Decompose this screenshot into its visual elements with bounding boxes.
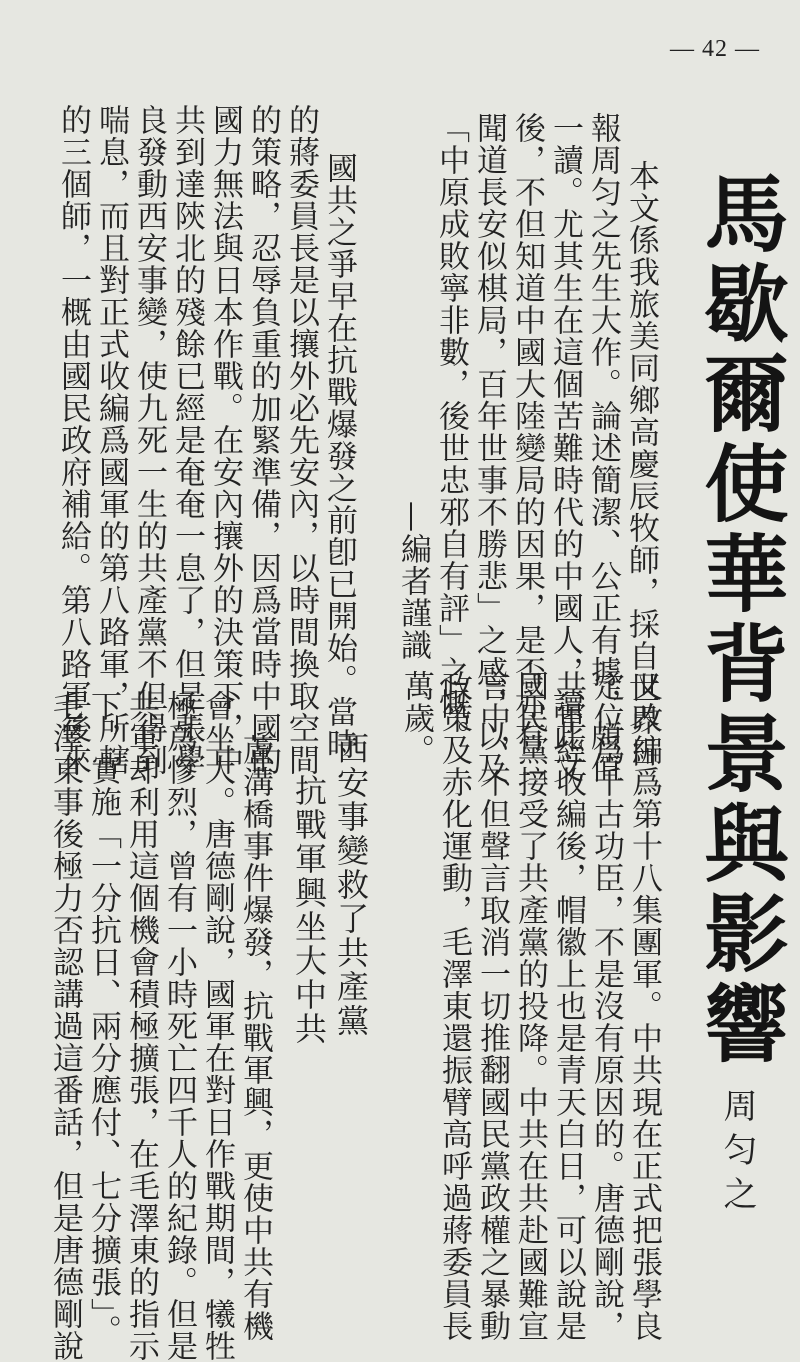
article-section-intro — [55, 104, 370, 776]
paragraph-line: 國民黨接受了共產黨的投降。中共在共赴國難宣 — [512, 670, 548, 1342]
paragraph-line: 的三個師，一概由國民政府補給。第八路軍後來 — [55, 104, 91, 776]
article-section-continued — [385, 668, 670, 1342]
paragraph-line: 國力無法與日本作戰。在安內攘外的決策下，中 — [207, 104, 243, 776]
subheading-line: 抗戰軍興坐大中共 — [290, 774, 328, 1046]
paragraph-line: 共到達陝北的殘餘已經是奄奄一息了，但是張學 — [169, 104, 205, 776]
paragraph-line: 良發動西安事變，使九死一生的共產黨不但得到 — [131, 104, 167, 776]
paragraph-line: 定位爲千古功臣，不是沒有原因的。唐德剛說， — [588, 670, 624, 1342]
editor-note-line: 報周匀之先生大作。論述簡潔、公正有據，頗值 — [585, 112, 621, 784]
paragraph-line: 極爲慘烈，曾有一小時死亡四千人的紀錄。但是 — [161, 690, 197, 1362]
paragraph-line: 下，實施「一分抗日、兩分應付、七分擴張」。 — [85, 690, 121, 1347]
editor-note-line: 一讀。尤其生在這個苦難時代的中國人，讀此文 — [547, 112, 583, 784]
paragraph-line: 政策及赤化運動，毛澤東還振臂高呼過蔣委員長 — [436, 670, 472, 1342]
editor-note-line: 本文係我旅美同鄉高慶辰牧師，採自世界日 — [623, 160, 659, 768]
paragraph-line: 言中，不但聲言取消一切推翻國民黨政權之暴動 — [474, 670, 510, 1342]
section-subheading — [285, 730, 375, 1060]
paragraph-line: 的蔣委員長是以攘外必先安內，以時間換取空間 — [283, 104, 319, 776]
paragraph-line: 蘆溝橋事件爆發，抗戰軍興，更使中共有機 — [237, 734, 273, 1342]
editor-note-line: 後，不但知道中國大陸變局的因果，是否亦有「 — [509, 112, 545, 784]
paragraph-line: 又改編爲第十八集團軍。中共現在正式把張學良 — [626, 670, 662, 1342]
page-number: — 42 — — [670, 36, 760, 62]
paragraph-line: 國共之爭早在抗戰爆發之前卽已開始。當時 — [321, 152, 357, 760]
paragraph-line: 的策略，忍辱負重的加緊準備，因爲當時中國的 — [245, 104, 281, 776]
subheading-line: 西安事變救了共產黨 — [332, 732, 370, 1038]
article-section-war — [47, 690, 280, 1362]
editor-note-signature: —編者謹識 — [395, 501, 431, 661]
paragraph-line: 會坐大。唐德剛說，國軍在對日作戰期間，犧牲 — [199, 690, 235, 1362]
paragraph-line: 萬歲。 — [398, 670, 434, 766]
article-title: 馬歇爾使華背景與影響 — [691, 170, 789, 1070]
paragraph-line: 共軍經收編後，帽徽上也是青天白日，可以說是 — [550, 670, 586, 1342]
paragraph-line: 喘息，而且對正式收編爲國軍的第八路軍，所轄 — [93, 104, 129, 776]
paragraph-line: 毛澤東事後極力否認講過這番話，但是唐德剛說 — [47, 690, 83, 1362]
author-name: 周匀之 — [717, 1088, 757, 1220]
editor-note-line: 聞道長安似棋局，百年世事不勝悲」之感，以及 — [471, 112, 507, 784]
paragraph-line: 共軍却利用這個機會積極擴張，在毛澤東的指示 — [123, 690, 159, 1362]
editor-note-line: 「中原成敗寧非數，後世忠邪自有評」之慨。 — [433, 112, 469, 752]
